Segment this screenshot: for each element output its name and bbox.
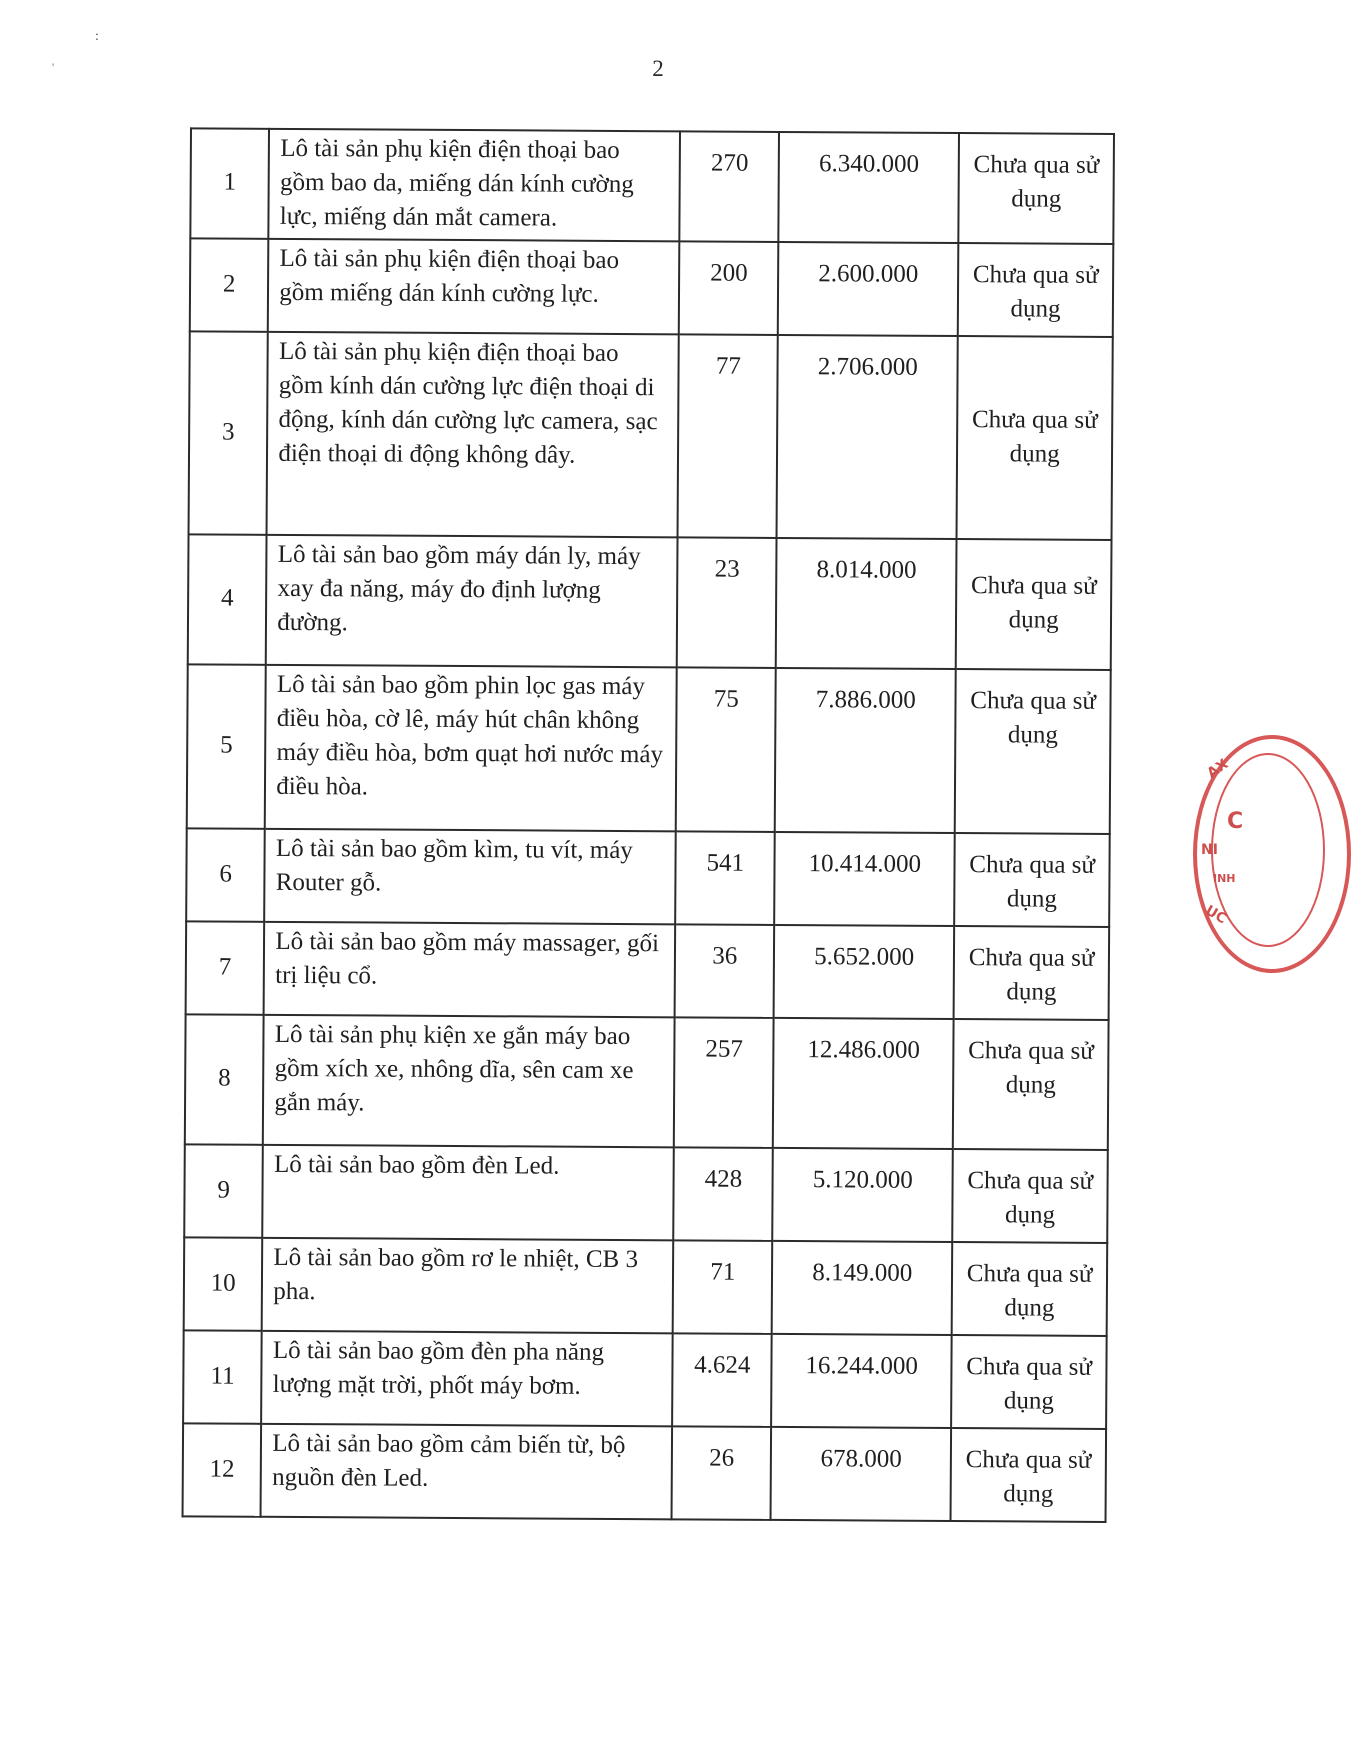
scan-speck-mark: : [95,29,99,44]
row-quantity: 36 [675,924,774,1018]
stamp-text-fragment: AX [1204,756,1232,782]
row-status: Chưa qua sử dụng [951,1428,1106,1522]
row-number: 5 [187,664,266,828]
table-row [183,1330,1107,1429]
row-status: Chưa qua sử dụng [959,133,1114,244]
row-status: Chưa qua sử dụng [952,1242,1107,1336]
row-number: 2 [190,238,269,331]
row-number: 11 [183,1330,262,1423]
row-quantity: 270 [680,131,779,242]
row-quantity: 428 [674,1147,773,1241]
row-description: Lô tài sản bao gồm kìm, tu vít, máy Router gỗ. [265,829,677,925]
stamp-text-fragment: INH [1213,872,1236,885]
row-description: Lô tài sản phụ kiện điện thoại bao gồm kính dán cường lực điện thoại di động, kính dán cường lực camera, sạc điện thoại di động không dây. [267,332,679,538]
asset-table [182,127,1115,1523]
table-row [190,128,1114,244]
row-number: 1 [190,128,269,238]
stamp-text-fragment: UC [1202,902,1230,928]
row-description: Lô tài sản phụ kiện xe gắn máy bao gồm xích xe, nhông dĩa, sên cam xe gắn máy. [263,1015,675,1148]
row-status: Chưa qua sử dụng [954,833,1109,927]
row-number: 7 [186,921,265,1014]
row-description: Lô tài sản bao gồm đèn Led. [263,1145,675,1241]
row-value: 16.244.000 [771,1334,952,1428]
row-number: 10 [184,1237,263,1330]
row-quantity: 4.624 [673,1333,772,1427]
table-row [184,1237,1108,1336]
row-quantity: 257 [674,1017,773,1148]
row-value: 5.652.000 [774,925,955,1019]
row-description: Lô tài sản phụ kiện điện thoại bao gồm bao da, miếng dán kính cường lực, miếng dán mắt camera. [269,129,681,242]
row-number: 12 [183,1423,262,1516]
row-value: 6.340.000 [779,132,960,243]
row-description: Lô tài sản bao gồm cảm biến từ, bộ nguồn đèn Led. [261,1424,673,1520]
row-value: 10.414.000 [774,832,955,926]
row-status: Chưa qua sử dụng [957,336,1113,540]
row-description: Lô tài sản bao gồm máy dán ly, máy xay đa năng, máy đo định lượng đường. [266,535,678,668]
row-status: Chưa qua sử dụng [956,539,1112,670]
row-status: Chưa qua sử dụng [953,1019,1109,1150]
row-value: 8.014.000 [776,538,957,669]
row-value: 678.000 [771,1427,952,1521]
row-value: 12.486.000 [773,1018,954,1149]
table-row [184,1144,1108,1243]
row-status: Chưa qua sử dụng [958,243,1113,337]
row-value: 5.120.000 [772,1148,953,1242]
stamp-text-fragment: NI [1201,842,1218,858]
row-quantity: 77 [678,334,778,538]
table-row [185,1014,1109,1150]
row-status: Chưa qua sử dụng [955,669,1111,834]
table-row [186,828,1110,927]
row-description: Lô tài sản phụ kiện điện thoại bao gồm miếng dán kính cường lực. [268,239,680,335]
page-number: 2 [652,56,664,81]
row-quantity: 200 [679,241,778,335]
table-row [188,534,1112,670]
table-row [190,238,1114,337]
row-number: 6 [186,828,265,921]
scan-speck-mark-2: ' [52,60,55,74]
red-seal-stamp [1193,735,1351,973]
table-row [183,1423,1107,1522]
row-status: Chưa qua sử dụng [953,1149,1108,1243]
row-quantity: 23 [677,537,776,668]
table-row [189,331,1113,540]
row-description: Lô tài sản bao gồm rơ le nhiệt, CB 3 pha. [262,1238,674,1334]
row-description: Lô tài sản bao gồm phin lọc gas máy điều hòa, cờ lê, máy hút chân không máy điều hòa, bơm quạt hơi nước máy điều hòa. [265,665,677,832]
row-value: 7.886.000 [775,668,956,833]
table-row [187,664,1111,834]
row-number: 4 [188,534,267,664]
row-status: Chưa qua sử dụng [954,926,1109,1020]
row-quantity: 71 [673,1240,772,1334]
stamp-text-fragment: C [1227,809,1244,834]
row-value: 2.706.000 [777,335,958,539]
row-quantity: 26 [672,1426,771,1520]
table-row [186,921,1110,1020]
row-status: Chưa qua sử dụng [951,1335,1106,1429]
row-number: 8 [185,1014,264,1144]
row-value: 2.600.000 [778,242,959,336]
row-quantity: 541 [676,831,775,925]
row-number: 3 [189,331,269,534]
row-value: 8.149.000 [772,1241,953,1335]
row-number: 9 [184,1144,263,1237]
row-description: Lô tài sản bao gồm đèn pha năng lượng mặt trời, phốt máy bơm. [261,1331,673,1427]
red-seal-inner-ring [1211,753,1325,947]
row-description: Lô tài sản bao gồm máy massager, gối trị liệu cổ. [264,922,676,1018]
row-quantity: 75 [676,667,776,832]
